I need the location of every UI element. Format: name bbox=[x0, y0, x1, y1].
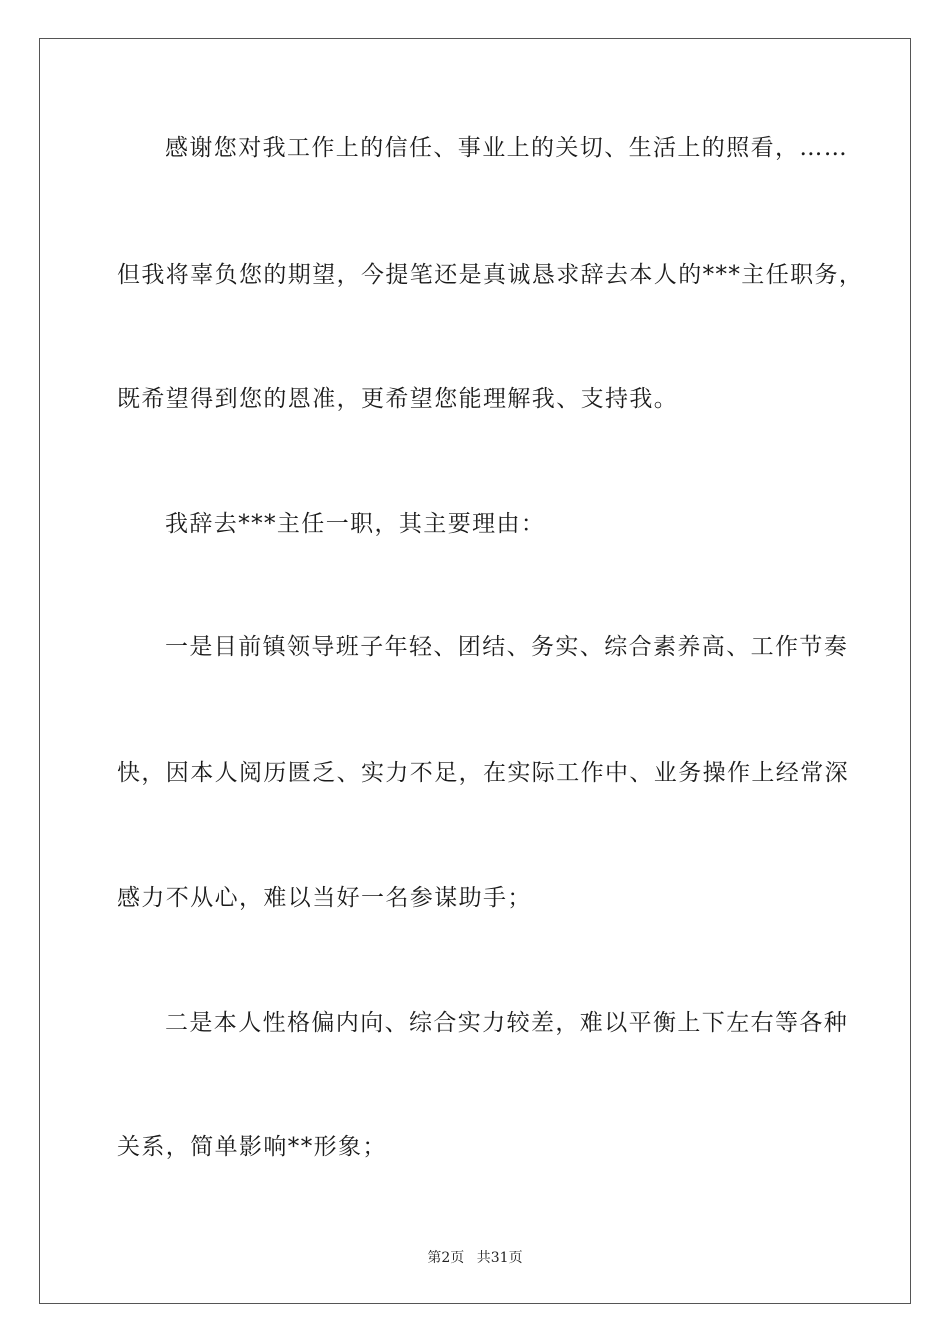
paragraph-line-1: 感谢您对我工作上的信任、事业上的关切、生活上的照看，…… bbox=[165, 135, 849, 161]
page-frame bbox=[39, 38, 911, 1304]
paragraph-line-5: 一是目前镇领导班子年轻、团结、务实、综合素养高、工作节奏 bbox=[165, 634, 849, 660]
page-number: 第2页 bbox=[427, 1250, 465, 1266]
paragraph-line-7: 感力不从心，难以当好一名参谋助手； bbox=[117, 885, 532, 911]
paragraph-line-2: 但我将辜负您的期望，今提笔还是真诚恳求辞去本人的***主任职务， bbox=[117, 262, 864, 288]
paragraph-line-8: 二是本人性格偏内向、综合实力较差，难以平衡上下左右等各种 bbox=[165, 1010, 849, 1036]
paragraph-line-9: 关系，简单影响**形象； bbox=[117, 1134, 387, 1160]
page-footer bbox=[0, 1249, 950, 1267]
paragraph-line-6: 快，因本人阅历匮乏、实力不足，在实际工作中、业务操作上经常深 bbox=[117, 760, 849, 786]
page-total: 共31页 bbox=[476, 1250, 523, 1266]
paragraph-line-4: 我辞去***主任一职，其主要理由： bbox=[165, 511, 546, 537]
paragraph-line-3: 既希望得到您的恩准，更希望您能理解我、支持我。 bbox=[117, 386, 679, 412]
